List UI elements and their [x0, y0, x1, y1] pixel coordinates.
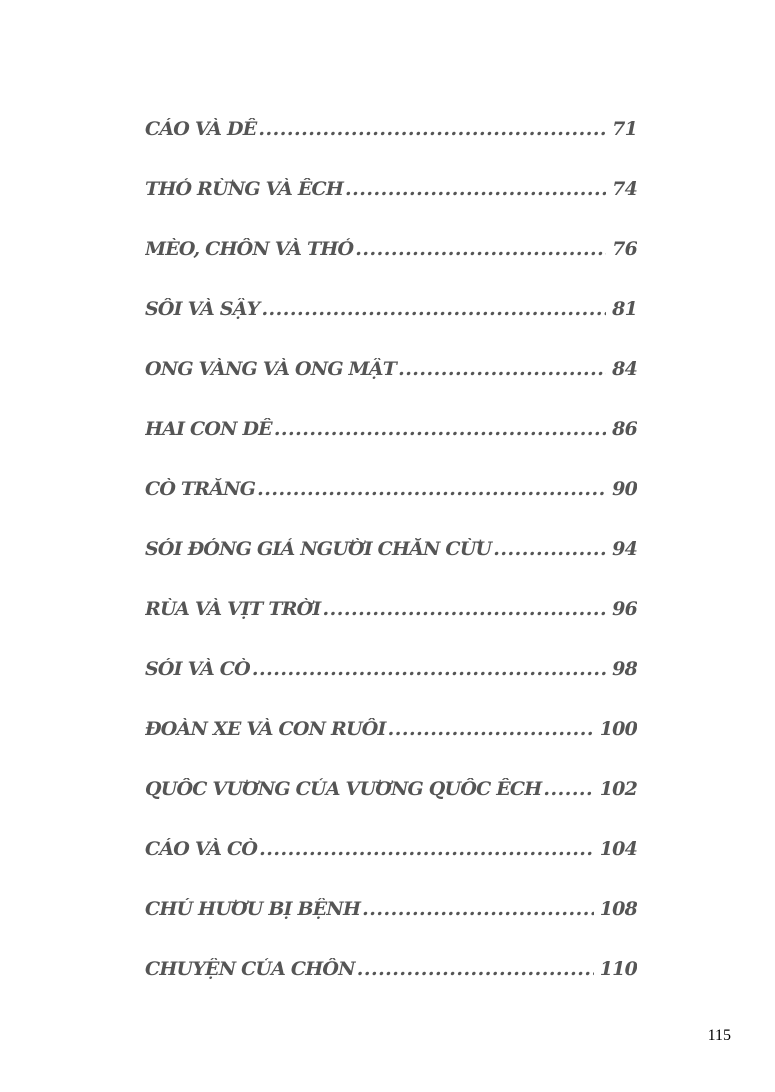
- toc-entry-title: THỎ RỪNG VÀ ẾCH: [145, 178, 344, 200]
- toc-entry-page: 102: [599, 778, 637, 800]
- toc-dot-leader: [323, 598, 607, 620]
- toc-entry-page: 76: [612, 238, 637, 260]
- toc-entry: [145, 778, 637, 838]
- toc-entry: [145, 898, 637, 958]
- toc-dot-leader: [398, 358, 606, 380]
- toc-dot-leader: [252, 658, 606, 680]
- toc-dot-leader: [357, 958, 594, 980]
- toc-dot-leader: [362, 898, 594, 920]
- toc-entry: [145, 238, 637, 298]
- toc-entry: [145, 718, 637, 778]
- toc-entry-title: QUỐC VƯƠNG CỦA VƯƠNG QUỐC ẾCH: [145, 778, 542, 800]
- toc-dot-leader: [355, 238, 606, 260]
- toc-entry: [145, 298, 637, 358]
- toc-entry-title: CÁO VÀ DÊ: [145, 118, 257, 140]
- toc-entry-page: 84: [612, 358, 637, 380]
- toc-entry-title: HAI CON DÊ: [145, 418, 272, 440]
- toc-entry-title: CÁO VÀ CÒ: [145, 838, 258, 860]
- toc-dot-leader: [261, 298, 606, 320]
- toc-entry: [145, 358, 637, 418]
- toc-entry: [145, 178, 637, 238]
- toc-entry: [145, 838, 637, 898]
- toc-entry-page: 100: [599, 718, 637, 740]
- toc-dot-leader: [543, 778, 593, 800]
- toc-dot-leader: [258, 118, 606, 140]
- toc-entry-page: 74: [612, 178, 637, 200]
- toc-dot-leader: [345, 178, 606, 200]
- toc-entry-page: 104: [599, 838, 637, 860]
- toc-entry-page: 81: [612, 298, 637, 320]
- toc-entry-page: 90: [612, 478, 637, 500]
- toc-entry-page: 98: [612, 658, 637, 680]
- toc-entry-page: 108: [599, 898, 637, 920]
- toc-entry: [145, 598, 637, 658]
- toc-entry-title: RÙA VÀ VỊT TRỜI: [145, 598, 321, 620]
- toc-entry-title: CHUYỆN CỦA CHỒN: [145, 958, 355, 980]
- toc-dot-leader: [493, 538, 606, 560]
- toc-entry-title: CÒ TRẮNG: [145, 478, 256, 500]
- toc-entry: [145, 118, 637, 178]
- toc-entry-title: SÓI VÀ CÒ: [145, 658, 250, 680]
- toc-entry-title: SÓI ĐÓNG GIẢ NGƯỜI CHĂN CỪU: [145, 538, 492, 560]
- toc-entry: [145, 478, 637, 538]
- toc-entry-page: 110: [599, 958, 637, 980]
- toc-entry: [145, 658, 637, 718]
- table-of-contents: [145, 118, 637, 1018]
- toc-entry-title: MÈO, CHỒN VÀ THỎ: [145, 238, 354, 260]
- page-number: 115: [707, 1027, 731, 1044]
- toc-entry-page: 94: [612, 538, 637, 560]
- toc-entry: [145, 538, 637, 598]
- toc-dot-leader: [259, 838, 594, 860]
- toc-entry: [145, 958, 637, 1018]
- toc-entry: [145, 418, 637, 478]
- toc-dot-leader: [274, 418, 606, 440]
- toc-entry-page: 96: [612, 598, 637, 620]
- toc-entry-page: 86: [612, 418, 637, 440]
- toc-entry-title: ĐOÀN XE VÀ CON RUỒI: [145, 718, 386, 740]
- toc-dot-leader: [257, 478, 606, 500]
- toc-entry-title: ONG VÀNG VÀ ONG MẬT: [145, 358, 397, 380]
- toc-entry-title: CHÚ HƯƠU BỊ BỆNH: [145, 898, 361, 920]
- toc-dot-leader: [388, 718, 594, 740]
- toc-entry-page: 71: [612, 118, 637, 140]
- toc-entry-title: SỒI VÀ SẬY: [145, 298, 260, 320]
